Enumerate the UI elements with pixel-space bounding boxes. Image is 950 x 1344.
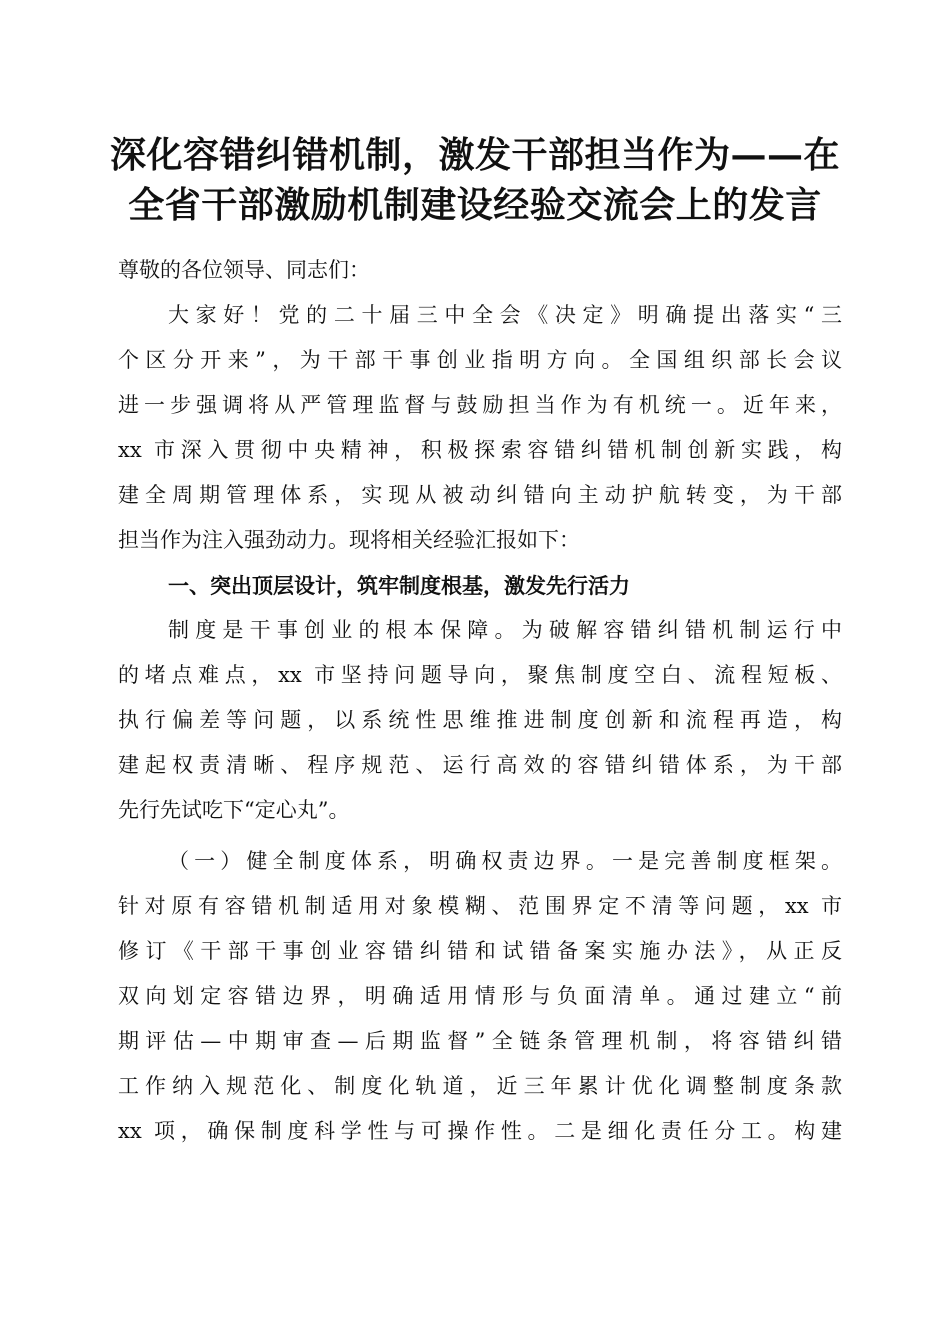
section-paragraph-line: 建起权责清晰、程序规范、运行高效的容错纠错体系，为干部: [118, 753, 842, 777]
title-line-2: 全省干部激励机制建设经验交流会上的发言: [128, 184, 822, 226]
subsection-paragraph-line: 工作纳入规范化、制度化轨道，近三年累计优化调整制度条款: [118, 1074, 842, 1098]
intro-line: 个区分开来”，为干部干事创业指明方向。全国组织部长会议: [118, 348, 842, 372]
section-paragraph-line: 的堵点难点，xx 市坚持问题导向，聚焦制度空白、流程短板、: [118, 663, 842, 687]
section-paragraph-line: 执行偏差等问题，以系统性思维推进制度创新和流程再造，构: [118, 708, 842, 732]
subsection-paragraph-line: 针对原有容错机制适用对象模糊、范围界定不清等问题，xx 市: [118, 894, 843, 918]
intro-line: 担当作为注入强劲动力。现将相关经验汇报如下：: [118, 528, 580, 552]
document-title: [110, 130, 840, 230]
subsection-paragraph-line: 修订《干部干事创业容错纠错和试错备案实施办法》，从正反: [118, 939, 842, 963]
subsection-paragraph-line: （一）健全制度体系，明确权责边界。一是完善制度框架。: [168, 849, 842, 873]
intro-line: 进一步强调将从严管理监督与鼓励担当作为有机统一。近年来，: [118, 393, 842, 417]
section-heading: 一、突出顶层设计，筑牢制度根基，激发先行活力: [168, 573, 630, 598]
title-line-1: 深化容错纠错机制，激发干部担当作为——在: [110, 134, 841, 176]
section-paragraph-line: 制度是干事创业的根本保障。为破解容错纠错机制运行中: [168, 618, 842, 642]
subsection-paragraph-line: 期评估—中期审查—后期监督”全链条管理机制，将容错纠错: [118, 1029, 842, 1053]
subsection-paragraph-line: 双向划定容错边界，明确适用情形与负面清单。通过建立“前: [118, 984, 842, 1008]
intro-line: 建全周期管理体系，实现从被动纠错向主动护航转变，为干部: [118, 483, 842, 507]
intro-line: 大家好！党的二十届三中全会《决定》明确提出落实“三: [168, 303, 842, 327]
subsection-paragraph-line: xx 项，确保制度科学性与可操作性。二是细化责任分工。构建: [118, 1119, 842, 1143]
document-body: [118, 248, 842, 1154]
salutation: 尊敬的各位领导、同志们：: [118, 258, 370, 282]
section-paragraph-line: 先行先试吃下“定心丸”。: [118, 798, 350, 822]
intro-line: xx 市深入贯彻中央精神，积极探索容错纠错机制创新实践，构: [118, 438, 842, 462]
